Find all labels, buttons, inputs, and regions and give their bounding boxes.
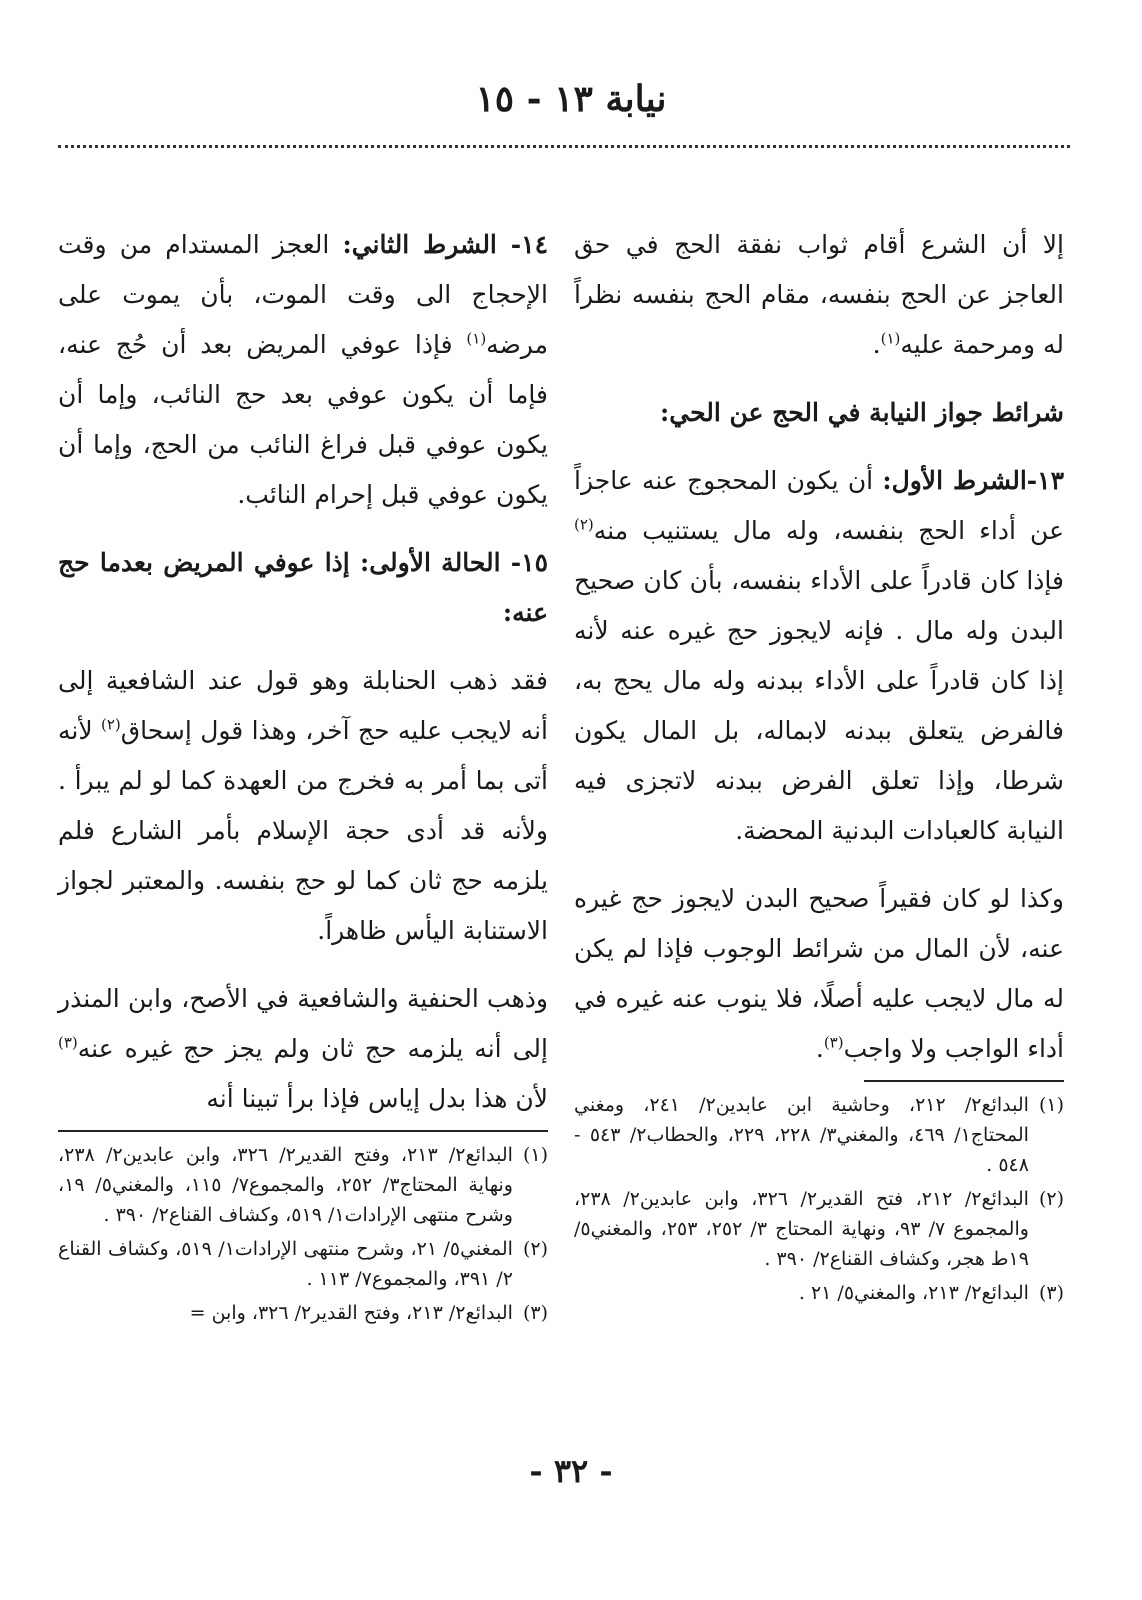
page-header: نيابة ١٣ - ١٥ [475,78,667,120]
section-heading: شرائط جواز النيابة في الحج عن الحي: [660,398,1064,427]
header-dotted-rule [58,145,1070,148]
section-title: ١٤- الشرط الثاني: [342,230,548,259]
footnote-ref[interactable]: (٣) [58,1033,78,1052]
footnote-ref[interactable]: (٢) [574,515,594,534]
footnote-ref[interactable]: (١) [466,329,487,348]
paragraph: وكذا لو كان فقيراً صحيح البدن لايجوز حج غيره عنه، لأن المال من شرائط الوجوب فإذا لم يكن له مال لايجب عليه أصلًا، فلا ينوب عنه غيره في أداء الواجب ولا واجب$^{(٣)}$. [574,884,1064,1063]
paragraph: إلا أن الشرع أقام ثواب نفقة الحج في حق العاجز عن الحج بنفسه، مقام الحج بنفسه نظراً له ومرحمة عليه$^{(١)}$. [574,230,1064,359]
footnote-ref[interactable]: (٢) [101,715,121,734]
paragraph: وذهب الحنفية والشافعية في الأصح، وابن المنذر إلى أنه يلزمه حج ثان ولم يجز حج غيره عنه$^{(٣)}$ لأن هذا بدل إياس فإذا برأ تبينا أنه [58,984,548,1113]
footnote: (١) البدائع٢/ ٢١٣، وفتح القدير٢/ ٣٢٦، وابن عابدين٢/ ٢٣٨، ونهاية المحتاج٣/ ٢٥٢، والمجموع٧/ ١١٥، والمغني٥/ ١٩، وشرح منتهى الإرادات١/ ٥١٩، وكشاف القناع٢/ ٣٩٠ . [58,1144,548,1226]
right-column [574,220,1064,1450]
paragraph: ١٣-الشرط الأول: أن يكون المحجوج عنه عاجزاً عن أداء الحج بنفسه، وله مال يستنيب منه$^{(٢)}$ فإذا كان قادراً على الأداء بنفسه، بأن كان صحيح البدن وله مال . فإنه لايجوز حج غيره عنه لأنه إذا كان قادراً على الأداء ببدنه وله مال يحج به، فالفرض يتعلق ببدنه لابماله، بل المال يكون شرطا، وإذا تعلق الفرض ببدنه لاتجزى فيه النيابة كالعبادات البدنية المحضة. [574,466,1064,845]
page-number: - ٣٢ - [529,1452,613,1490]
footnote-separator [864,1080,1064,1082]
footnote: (٢) المغني٥/ ٢١، وشرح منتهى الإرادات١/ ٥١٩، وكشاف القناع ٢/ ٣٩١، والمجموع٧/ ١١٣ . [58,1238,548,1290]
footnote: (٣) البدائع٢/ ٢١٣، وفتح القدير٢/ ٣٢٦، وابن = [189,1302,548,1324]
section-heading: ١٥- الحالة الأولى: إذا عوفي المريض بعدما حج عنه: [58,548,548,627]
footnote: (١) البدائع٢/ ٢١٢، وحاشية ابن عابدين٢/ ٢٤١، ومغني المحتاج١/ ٤٦٩، والمغني٣/ ٢٢٨، ٢٢٩، والحطاب٢/ ٥٤٣ - ٥٤٨ . [574,1094,1064,1176]
footnotes [574,1090,1064,1308]
footnote-ref[interactable]: (١) [880,329,901,348]
footnote-separator [58,1130,548,1132]
paragraph: فقد ذهب الحنابلة وهو قول عند الشافعية إلى أنه لايجب عليه حج آخر، وهذا قول إسحاق$^{(٢)}$ لأنه أتى بما أمر به فخرج من العهدة كما لو لم يبرأ . ولأنه قد أدى حجة الإسلام بأمر الشارع فلم يلزمه حج ثان كما لو حج بنفسه. والمعتبر لجواز الاستنابة اليأس ظاهراً. [58,666,548,945]
section-title: ١٣-الشرط الأول: [882,466,1064,495]
paragraph: ١٤- الشرط الثاني: العجز المستدام من وقت الإحجاج الى وقت الموت، بأن يموت على مرضه$^{(١)}$ فإذا عوفي المريض بعد أن حُج عنه، فإما أن يكون عوفي بعد حج النائب، وإما أن يكون عوفي قبل فراغ النائب من الحج، وإما أن يكون عوفي قبل إحرام النائب. [58,230,548,509]
left-column [58,220,548,1450]
footnote-ref[interactable]: (٣) [823,1033,844,1052]
footnote: (٣) البدائع٢/ ٢١٣، والمغني٥/ ٢١ . [798,1282,1064,1304]
footnotes [58,1140,548,1328]
footnote: (٢) البدائع٢/ ٢١٢، فتح القدير٢/ ٣٢٦، وابن عابدين٢/ ٢٣٨، والمجموع ٧/ ٩٣، ونهاية المحتاج ٣/ ٢٥٢، ٢٥٣، والمغني٥/ ١٩ط هجر، وكشاف القناع٢/ ٣٩٠ . [574,1188,1064,1270]
